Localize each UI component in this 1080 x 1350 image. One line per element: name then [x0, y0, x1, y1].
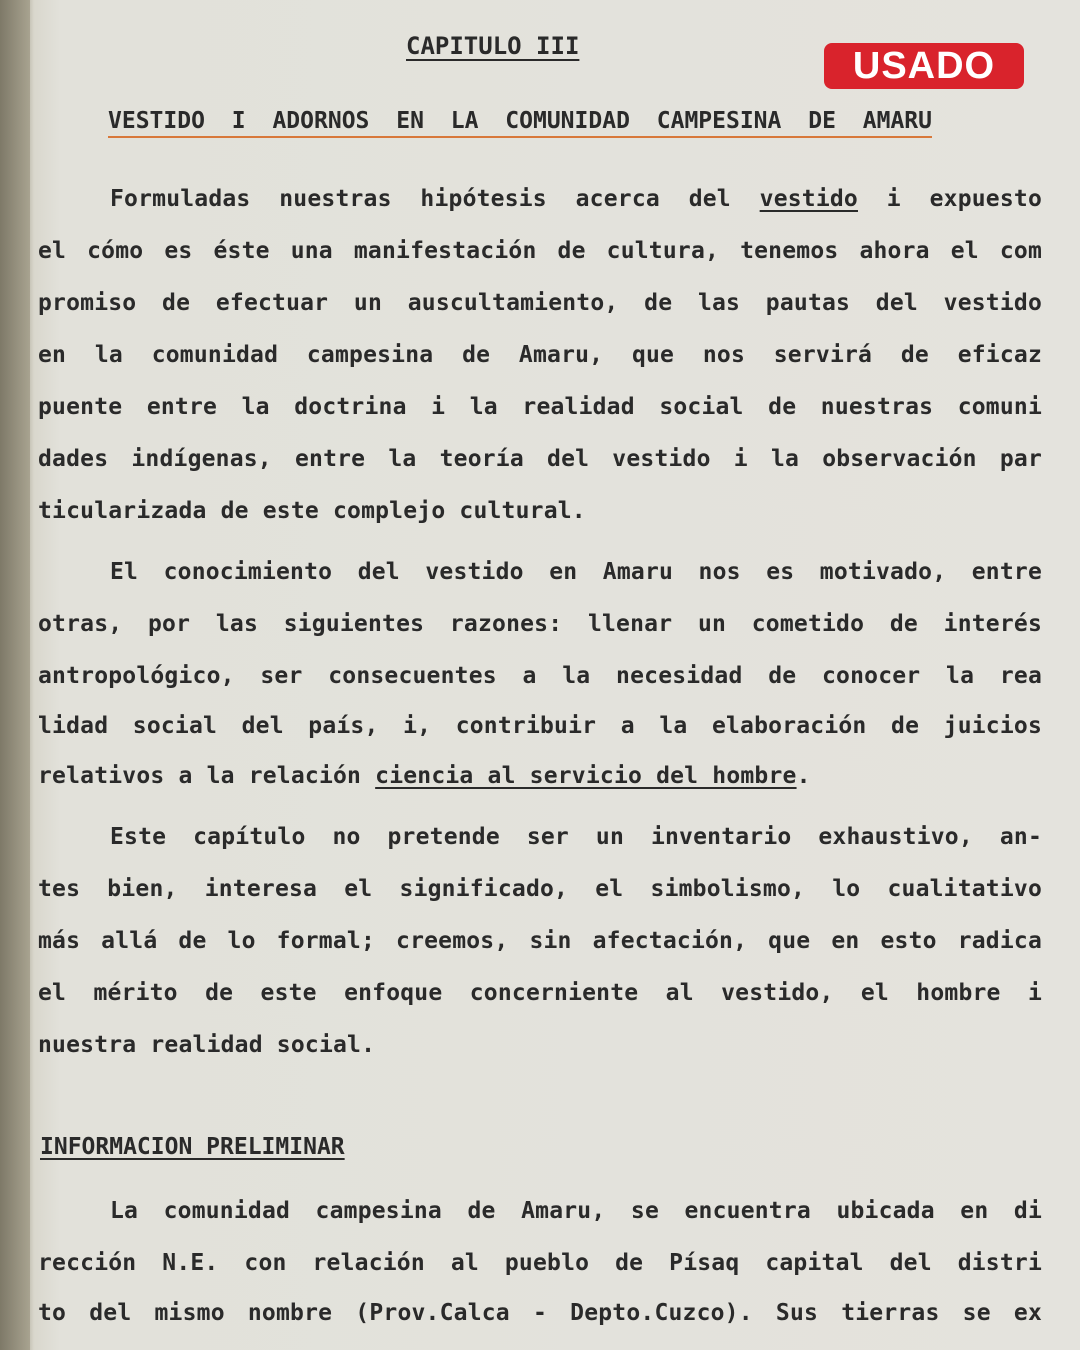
paragraph-4-line-2: rección N.E. con relación al pueblo de Písaq capital del distri: [38, 1250, 1042, 1276]
paragraph-2-line-4: lidad social del país, i, contribuir a la elaboración de juicios: [38, 713, 1042, 739]
paragraph-4-line-1: La comunidad campesina de Amaru, se encuentra ubicada en di: [110, 1198, 1042, 1224]
underlined-phrase: ciencia al servicio del hombre: [375, 763, 797, 789]
paragraph-2-line-1: El conocimiento del vestido en Amaru nos es motivado, entre: [110, 559, 1042, 585]
paragraph-2-line-3: antropológico, ser consecuentes a la necesidad de conocer la rea: [38, 663, 1042, 689]
paragraph-1-line-1: Formuladas nuestras hipótesis acerca del vestido i expuesto: [110, 186, 1042, 212]
paragraph-3-line-3: más allá de lo formal; creemos, sin afectación, que en esto radica: [38, 928, 1042, 954]
paragraph-1-line-7: ticularizada de este complejo cultural.: [38, 498, 586, 524]
section-heading: INFORMACION PRELIMINAR: [40, 1134, 345, 1160]
paragraph-3-line-5: nuestra realidad social.: [38, 1032, 376, 1058]
underlined-word: vestido: [759, 186, 858, 212]
paragraph-1-line-5: puente entre la doctrina i la realidad social de nuestras comuni: [38, 394, 1042, 420]
used-badge: USADO: [824, 43, 1024, 89]
paragraph-1-line-6: dades indígenas, entre la teoría del vestido i la observación par: [38, 446, 1042, 472]
paragraph-2-line-5: relativos a la relación ciencia al servicio del hombre.: [38, 763, 811, 789]
book-spine: [0, 0, 30, 1350]
paragraph-3-line-4: el mérito de este enfoque concerniente al vestido, el hombre i: [38, 980, 1042, 1006]
paragraph-4-line-3: to del mismo nombre (Prov.Calca - Depto.Cuzco). Sus tierras se ex: [38, 1300, 1042, 1326]
paragraph-3-line-2: tes bien, interesa el significado, el simbolismo, lo cualitativo: [38, 876, 1042, 902]
chapter-heading: CAPITULO III: [406, 32, 580, 60]
chapter-subtitle: VESTIDO I ADORNOS EN LA COMUNIDAD CAMPESINA DE AMARU: [108, 108, 932, 138]
paragraph-1-line-3: promiso de efectuar un auscultamiento, de las pautas del vestido: [38, 290, 1042, 316]
paragraph-1-line-4: en la comunidad campesina de Amaru, que nos servirá de eficaz: [38, 342, 1042, 368]
paragraph-2-line-2: otras, por las siguientes razones: llenar un cometido de interés: [38, 611, 1042, 637]
paragraph-1-line-2: el cómo es éste una manifestación de cultura, tenemos ahora el com: [38, 238, 1042, 264]
paragraph-3-line-1: Este capítulo no pretende ser un inventario exhaustivo, an-: [110, 824, 1042, 850]
